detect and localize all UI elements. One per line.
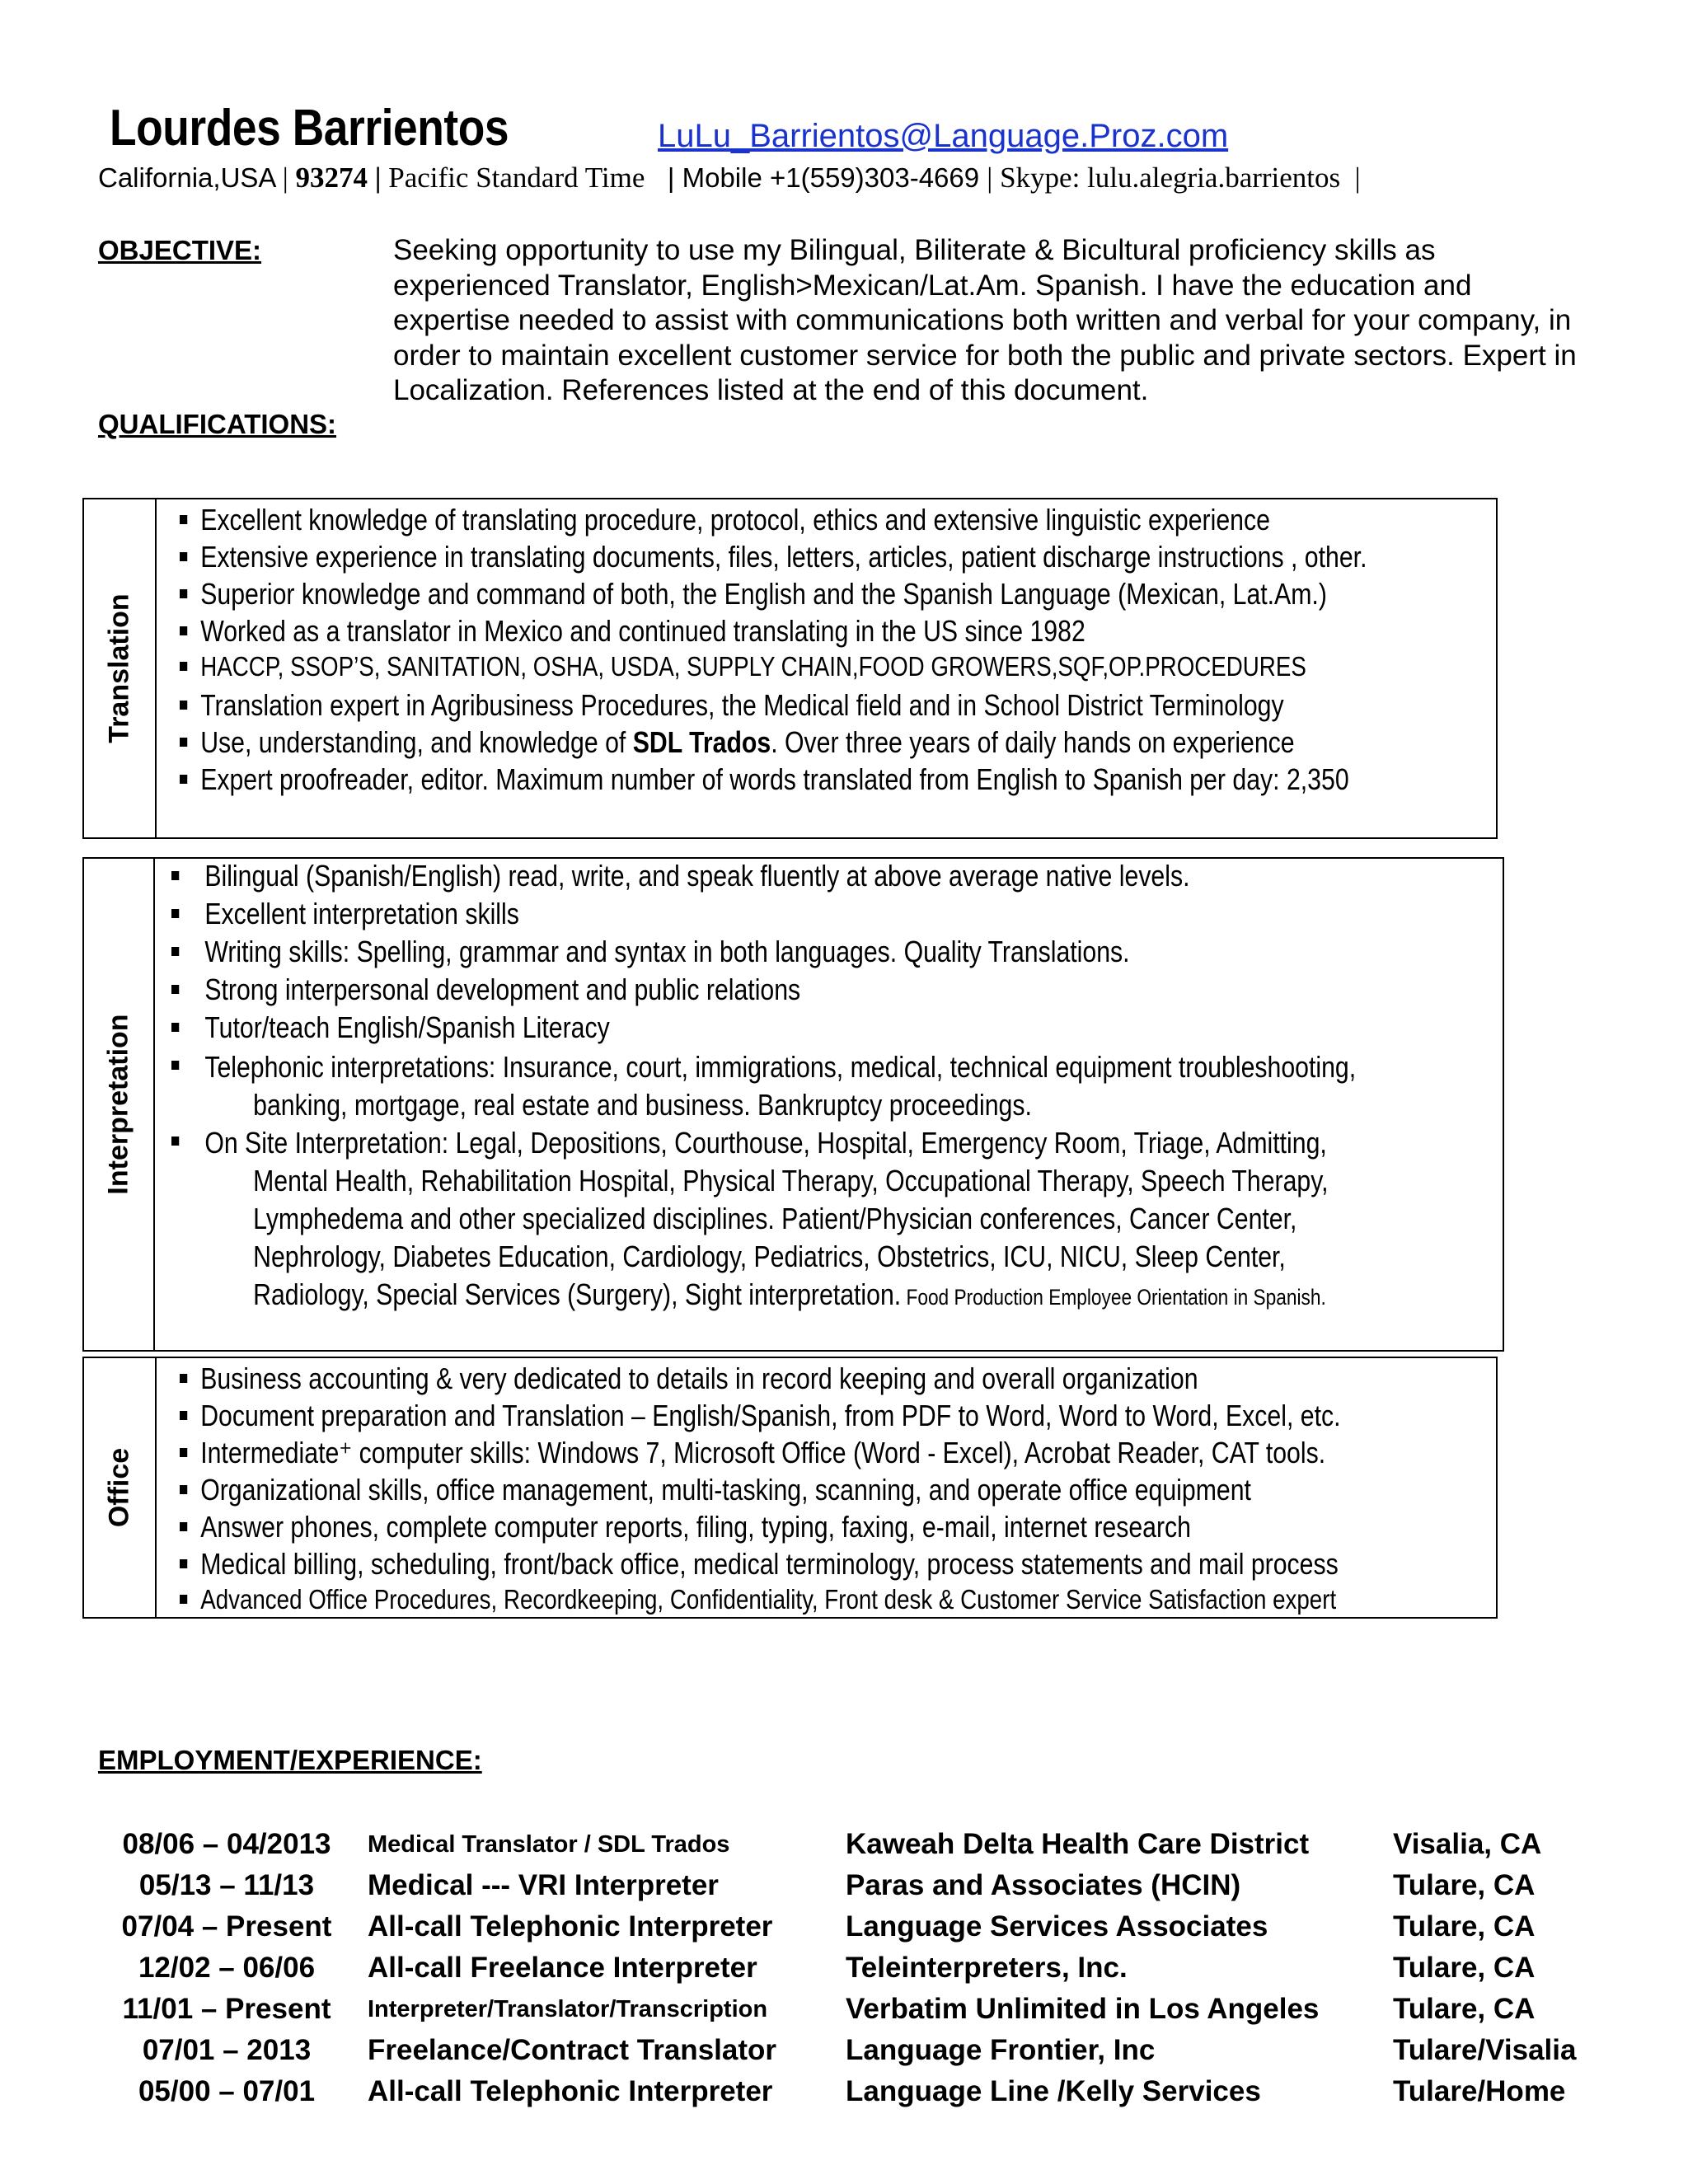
list-item: HACCP, SSOP’S, SANITATION, OSHA, USDA, SUPPLY CHAIN,FOOD GROWERS,SQF,OP.PROCEDURES <box>180 651 1367 688</box>
employment-company: Paras and Associates (HCIN) <box>846 1869 1241 1901</box>
table-row <box>91 2030 1576 2071</box>
list-item: Business accounting & very dedicated to details in record keeping and overall organization <box>180 1361 1340 1399</box>
employment-heading: EMPLOYMENT/EXPERIENCE: <box>98 1745 482 1775</box>
list-item: On Site Interpretation: Legal, Depositions, Courthouse, Hospital, Emergency Room, Triage, Admitting, Mental Health, Rehabilitation Hospital, Physical Therapy, Occupational Therapy, Speech Therapy, Lymphedema and other specialized disciplines. Patient/Physician conferences, Cancer Center, Nephrology, Diabetes Education, Cardiology, Pediatrics, Obstetrics, ICU, NICU, Sleep Center, Radiology, Special Services (Surgery), Sight interpretation. Food Production Employee Orientation in Spanish. <box>171 1124 1356 1314</box>
translation-label: Translation <box>103 593 135 743</box>
employment-dates: 11/01 – Present <box>122 1993 331 2025</box>
zip-code: 93274 <box>295 162 368 194</box>
employment-location: Tulare/Visalia <box>1393 2034 1577 2066</box>
employment-dates: 07/04 – Present <box>121 1910 332 1943</box>
employment-role: All-call Freelance Interpreter <box>368 1952 757 1984</box>
employment-company: Kaweah Delta Health Care District <box>846 1828 1310 1860</box>
employment-table <box>91 1824 1576 2112</box>
employment-company: Teleinterpreters, Inc. <box>846 1952 1128 1984</box>
table-row <box>91 1824 1576 1865</box>
employment-company: Language Line /Kelly Services <box>846 2075 1261 2107</box>
contact-line: California,USA | 93274 | Pacific Standard Time | Mobile +1(559)303-4669 | Skype: lulu.alegria.barrientos | <box>98 162 1361 194</box>
office-label: Office <box>103 1447 135 1528</box>
employment-dates: 05/00 – 07/01 <box>138 2075 316 2107</box>
employment-company: Verbatim Unlimited in Los Angeles <box>846 1993 1320 2025</box>
list-item: Superior knowledge and command of both, the English and the Spanish Language (Mexican, Lat.Am.) <box>180 577 1367 614</box>
list-item: Worked as a translator in Mexico and continued translating in the US since 1982 <box>180 614 1367 651</box>
list-item: Answer phones, complete computer reports, filing, typing, faxing, e-mail, internet research <box>180 1510 1340 1547</box>
employment-role: Interpreter/Translator/Transcription <box>368 1995 768 2022</box>
list-item: Tutor/teach English/Spanish Literacy <box>171 1010 1356 1048</box>
list-item: Document preparation and Translation – English/Spanish, from PDF to Word, Word to Word, Excel, etc. <box>180 1399 1340 1436</box>
table-row <box>91 1906 1576 1947</box>
employment-dates: 07/01 – 2013 <box>142 2034 312 2066</box>
employment-role: Medical Translator / SDL Trados <box>368 1830 730 1858</box>
employment-dates: 08/06 – 04/2013 <box>122 1828 331 1860</box>
office-box <box>82 1357 1498 1619</box>
employment-dates: 12/02 – 06/06 <box>138 1952 316 1984</box>
list-item: Excellent knowledge of translating procedure, protocol, ethics and extensive linguistic experience <box>180 503 1367 540</box>
table-row <box>91 2071 1576 2112</box>
email-link[interactable]: LuLu_Barrientos@Language.Proz.com <box>658 118 1229 154</box>
employment-role: All-call Telephonic Interpreter <box>368 1910 773 1943</box>
list-item: Advanced Office Procedures, Recordkeeping, Confidentiality, Front desk & Customer Service Satisfaction expert <box>180 1584 1340 1621</box>
office-side <box>84 1358 157 1617</box>
list-item: Telephonic interpretations: Insurance, court, immigrations, medical, technical equipment troubleshooting, banking, mortgage, real estate and business. Bankruptcy proceedings. <box>171 1048 1356 1124</box>
objective-heading: OBJECTIVE: <box>98 235 262 265</box>
list-item: Extensive experience in translating documents, files, letters, articles, patient discharge instructions , other. <box>180 540 1367 577</box>
interpretation-side <box>84 859 155 1350</box>
employment-location: Tulare/Home <box>1393 2075 1566 2107</box>
list-item: Writing skills: Spelling, grammar and syntax in both languages. Quality Translations. <box>171 935 1356 972</box>
list-item: Intermediate⁺ computer skills: Windows 7, Microsoft Office (Word - Excel), Acrobat Reader, CAT tools. <box>180 1436 1340 1473</box>
employment-location: Tulare, CA <box>1393 1910 1536 1943</box>
objective-text: Seeking opportunity to use my Bilingual, Biliterate & Bicultural proficiency skills as experienced Translator, English>Mexican/Lat.Am. Spanish. I have the education and expertise needed to assist with communications both written and verbal for your company, in order to maintain excellent customer service for both the public and private sectors. Expert in Localization. References listed at the end of this document. <box>393 234 1577 406</box>
employment-role: Freelance/Contract Translator <box>368 2034 776 2066</box>
mobile: Mobile +1(559)303-4669 <box>682 162 980 193</box>
qualifications-heading: QUALIFICATIONS: <box>98 409 337 439</box>
location: California,USA <box>98 162 275 193</box>
employment-company: Language Frontier, Inc <box>846 2034 1156 2066</box>
sdl-trados-bold: SDL Trados <box>632 725 771 759</box>
translation-box <box>82 498 1498 839</box>
interpretation-label: Interpretation <box>102 1014 134 1195</box>
interpretation-list <box>171 859 1582 1314</box>
list-item-sdl-trados: Use, understanding, and knowledge of SDL Trados. Over three years of daily hands on experience <box>180 725 1367 762</box>
timezone: Pacific Standard Time <box>388 162 645 194</box>
list-item: Expert proofreader, editor. Maximum number of words translated from English to Spanish per day: 2,350 <box>180 762 1367 799</box>
employment-location: Tulare, CA <box>1393 1869 1536 1901</box>
food-production-note: Food Production Employee Orientation in Spanish. <box>901 1285 1326 1310</box>
employment-location: Tulare, CA <box>1393 1952 1536 1984</box>
list-item: Organizational skills, office management, multi-tasking, scanning, and operate office equipment <box>180 1473 1340 1510</box>
table-row <box>91 1865 1576 1906</box>
employment-location: Visalia, CA <box>1393 1828 1542 1860</box>
table-row <box>91 1947 1576 1989</box>
employment-role: Medical --- VRI Interpreter <box>368 1869 719 1901</box>
translation-side <box>84 499 157 837</box>
list-item: Bilingual (Spanish/English) read, write, and speak fluently at above average native levels. <box>171 859 1356 897</box>
employment-role: All-call Telephonic Interpreter <box>368 2075 773 2107</box>
list-item: Medical billing, scheduling, front/back office, medical terminology, process statements and mail process <box>180 1547 1340 1584</box>
office-list <box>180 1361 1562 1621</box>
employment-location: Tulare, CA <box>1393 1993 1536 2025</box>
list-item: Excellent interpretation skills <box>171 897 1356 935</box>
resume-name: Lourdes Barrientos <box>110 100 509 157</box>
interpretation-box <box>82 857 1504 1352</box>
employment-dates: 05/13 – 11/13 <box>138 1869 315 1901</box>
translation-list <box>180 503 1593 799</box>
employment-company: Language Services Associates <box>846 1910 1268 1943</box>
table-row <box>91 1989 1576 2030</box>
list-item: Strong interpersonal development and public relations <box>171 972 1356 1010</box>
skype: Skype: lulu.alegria.barrientos <box>1000 162 1341 194</box>
list-item: Translation expert in Agribusiness Procedures, the Medical field and in School District Terminology <box>180 688 1367 725</box>
